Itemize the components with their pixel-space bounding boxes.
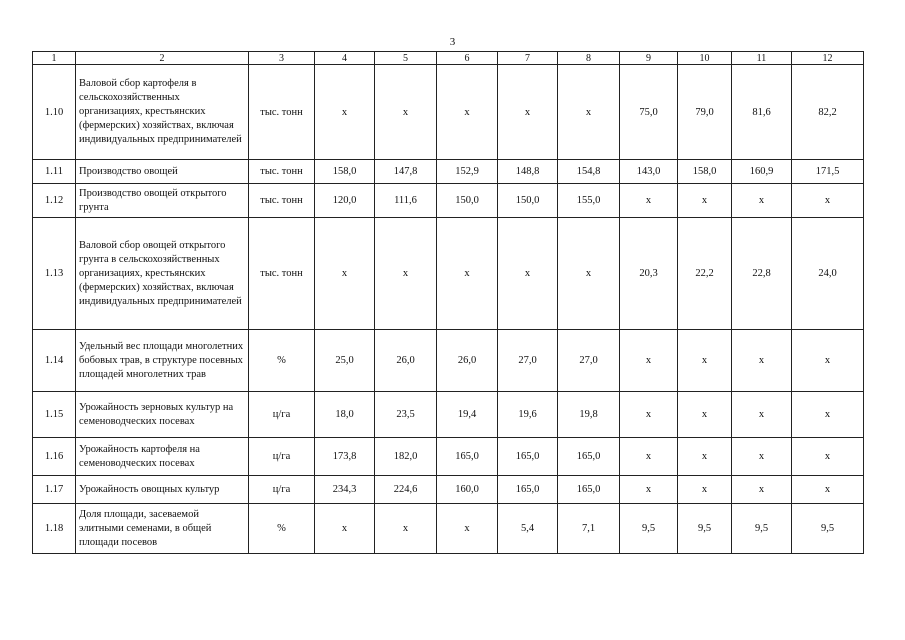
indicator-name-cell: Урожайность овощных культур bbox=[76, 476, 249, 504]
value-cell: 165,0 bbox=[558, 438, 620, 476]
unit-cell: тыс. тонн bbox=[249, 65, 315, 160]
value-cell: 165,0 bbox=[558, 476, 620, 504]
column-number-cell: 5 bbox=[375, 52, 437, 65]
value-cell: 27,0 bbox=[558, 330, 620, 392]
table-row bbox=[33, 184, 864, 218]
value-cell: х bbox=[792, 392, 864, 438]
value-cell: 224,6 bbox=[375, 476, 437, 504]
indicators-table bbox=[32, 51, 864, 554]
value-cell: х bbox=[792, 330, 864, 392]
value-cell: х bbox=[437, 218, 498, 330]
unit-cell: % bbox=[249, 504, 315, 554]
value-cell: х bbox=[678, 392, 732, 438]
value-cell: 19,8 bbox=[558, 392, 620, 438]
column-number-cell: 1 bbox=[33, 52, 76, 65]
unit-cell: тыс. тонн bbox=[249, 218, 315, 330]
value-cell: х bbox=[620, 330, 678, 392]
value-cell: 173,8 bbox=[315, 438, 375, 476]
value-cell: х bbox=[620, 392, 678, 438]
value-cell: 19,4 bbox=[437, 392, 498, 438]
value-cell: х bbox=[792, 184, 864, 218]
value-cell: х bbox=[315, 218, 375, 330]
value-cell: 160,0 bbox=[437, 476, 498, 504]
value-cell: 27,0 bbox=[498, 330, 558, 392]
row-number-cell: 1.10 bbox=[33, 65, 76, 160]
unit-cell: ц/га bbox=[249, 438, 315, 476]
value-cell: 147,8 bbox=[375, 160, 437, 184]
page-number: 3 bbox=[449, 36, 456, 48]
value-cell: 160,9 bbox=[732, 160, 792, 184]
value-cell: х bbox=[732, 330, 792, 392]
table-row bbox=[33, 476, 864, 504]
value-cell: 7,1 bbox=[558, 504, 620, 554]
value-cell: 165,0 bbox=[498, 476, 558, 504]
column-number-cell: 4 bbox=[315, 52, 375, 65]
value-cell: х bbox=[678, 330, 732, 392]
indicator-name-cell: Урожайность картофеля на семеноводческих посевах bbox=[76, 438, 249, 476]
value-cell: х bbox=[375, 218, 437, 330]
header-row bbox=[33, 52, 864, 65]
row-number-cell: 1.12 bbox=[33, 184, 76, 218]
column-number-cell: 8 bbox=[558, 52, 620, 65]
value-cell: 148,8 bbox=[498, 160, 558, 184]
value-cell: 25,0 bbox=[315, 330, 375, 392]
value-cell: 20,3 bbox=[620, 218, 678, 330]
unit-cell: ц/га bbox=[249, 476, 315, 504]
column-number-cell: 3 bbox=[249, 52, 315, 65]
column-number-cell: 9 bbox=[620, 52, 678, 65]
column-number-cell: 7 bbox=[498, 52, 558, 65]
value-cell: х bbox=[732, 184, 792, 218]
indicator-name-cell: Производство овощей открытого грунта bbox=[76, 184, 249, 218]
value-cell: 158,0 bbox=[678, 160, 732, 184]
table-row bbox=[33, 160, 864, 184]
table-row bbox=[33, 392, 864, 438]
row-number-cell: 1.11 bbox=[33, 160, 76, 184]
value-cell: х bbox=[620, 476, 678, 504]
value-cell: х bbox=[732, 476, 792, 504]
value-cell: х bbox=[375, 65, 437, 160]
column-number-cell: 11 bbox=[732, 52, 792, 65]
column-number-cell: 12 bbox=[792, 52, 864, 65]
row-number-cell: 1.17 bbox=[33, 476, 76, 504]
value-cell: 171,5 bbox=[792, 160, 864, 184]
value-cell: х bbox=[678, 184, 732, 218]
value-cell: х bbox=[732, 438, 792, 476]
value-cell: 23,5 bbox=[375, 392, 437, 438]
value-cell: 18,0 bbox=[315, 392, 375, 438]
value-cell: х bbox=[498, 218, 558, 330]
value-cell: х bbox=[498, 65, 558, 160]
value-cell: 234,3 bbox=[315, 476, 375, 504]
value-cell: 9,5 bbox=[678, 504, 732, 554]
table-row bbox=[33, 504, 864, 554]
row-number-cell: 1.13 bbox=[33, 218, 76, 330]
value-cell: 111,6 bbox=[375, 184, 437, 218]
value-cell: 9,5 bbox=[792, 504, 864, 554]
value-cell: 158,0 bbox=[315, 160, 375, 184]
table-row bbox=[33, 438, 864, 476]
value-cell: 120,0 bbox=[315, 184, 375, 218]
value-cell: 19,6 bbox=[498, 392, 558, 438]
value-cell: 152,9 bbox=[437, 160, 498, 184]
value-cell: 82,2 bbox=[792, 65, 864, 160]
value-cell: 165,0 bbox=[437, 438, 498, 476]
unit-cell: тыс. тонн bbox=[249, 184, 315, 218]
row-number-cell: 1.16 bbox=[33, 438, 76, 476]
value-cell: х bbox=[558, 65, 620, 160]
value-cell: 24,0 bbox=[792, 218, 864, 330]
value-cell: х bbox=[792, 476, 864, 504]
value-cell: 155,0 bbox=[558, 184, 620, 218]
value-cell: 9,5 bbox=[620, 504, 678, 554]
indicator-name-cell: Валовой сбор овощей открытого грунта в сельскохозяйственных организациях, крестьянских (фермерских) хозяйствах, включая индивидуальных предпринимателей bbox=[76, 218, 249, 330]
value-cell: 79,0 bbox=[678, 65, 732, 160]
value-cell: 22,2 bbox=[678, 218, 732, 330]
column-number-cell: 2 bbox=[76, 52, 249, 65]
value-cell: х bbox=[315, 504, 375, 554]
indicator-name-cell: Производство овощей bbox=[76, 160, 249, 184]
unit-cell: тыс. тонн bbox=[249, 160, 315, 184]
table-row bbox=[33, 330, 864, 392]
row-number-cell: 1.15 bbox=[33, 392, 76, 438]
value-cell: 165,0 bbox=[498, 438, 558, 476]
indicator-name-cell: Урожайность зерновых культур на семеноводческих посевах bbox=[76, 392, 249, 438]
value-cell: х bbox=[437, 504, 498, 554]
value-cell: х bbox=[375, 504, 437, 554]
indicator-name-cell: Доля площади, засеваемой элитными семенами, в общей площади посевов bbox=[76, 504, 249, 554]
value-cell: х bbox=[437, 65, 498, 160]
value-cell: х bbox=[620, 184, 678, 218]
value-cell: х bbox=[792, 438, 864, 476]
row-number-cell: 1.14 bbox=[33, 330, 76, 392]
value-cell: 81,6 bbox=[732, 65, 792, 160]
value-cell: 154,8 bbox=[558, 160, 620, 184]
value-cell: 26,0 bbox=[375, 330, 437, 392]
unit-cell: ц/га bbox=[249, 392, 315, 438]
value-cell: х bbox=[558, 218, 620, 330]
column-number-cell: 10 bbox=[678, 52, 732, 65]
value-cell: 150,0 bbox=[437, 184, 498, 218]
value-cell: 9,5 bbox=[732, 504, 792, 554]
value-cell: х bbox=[315, 65, 375, 160]
value-cell: х bbox=[678, 438, 732, 476]
indicator-name-cell: Удельный вес площади многолетних бобовых трав, в структуре посевных площадей многолетних трав bbox=[76, 330, 249, 392]
value-cell: х bbox=[620, 438, 678, 476]
row-number-cell: 1.18 bbox=[33, 504, 76, 554]
unit-cell: % bbox=[249, 330, 315, 392]
value-cell: 75,0 bbox=[620, 65, 678, 160]
value-cell: х bbox=[678, 476, 732, 504]
value-cell: 182,0 bbox=[375, 438, 437, 476]
indicator-name-cell: Валовой сбор картофеля в сельскохозяйственных организациях, крестьянских (фермерских) хозяйствах, включая индивидуальных предпринимателей bbox=[76, 65, 249, 160]
table-row bbox=[33, 218, 864, 330]
value-cell: 143,0 bbox=[620, 160, 678, 184]
table-row bbox=[33, 65, 864, 160]
value-cell: 22,8 bbox=[732, 218, 792, 330]
value-cell: х bbox=[732, 392, 792, 438]
value-cell: 150,0 bbox=[498, 184, 558, 218]
value-cell: 26,0 bbox=[437, 330, 498, 392]
value-cell: 5,4 bbox=[498, 504, 558, 554]
column-number-cell: 6 bbox=[437, 52, 498, 65]
